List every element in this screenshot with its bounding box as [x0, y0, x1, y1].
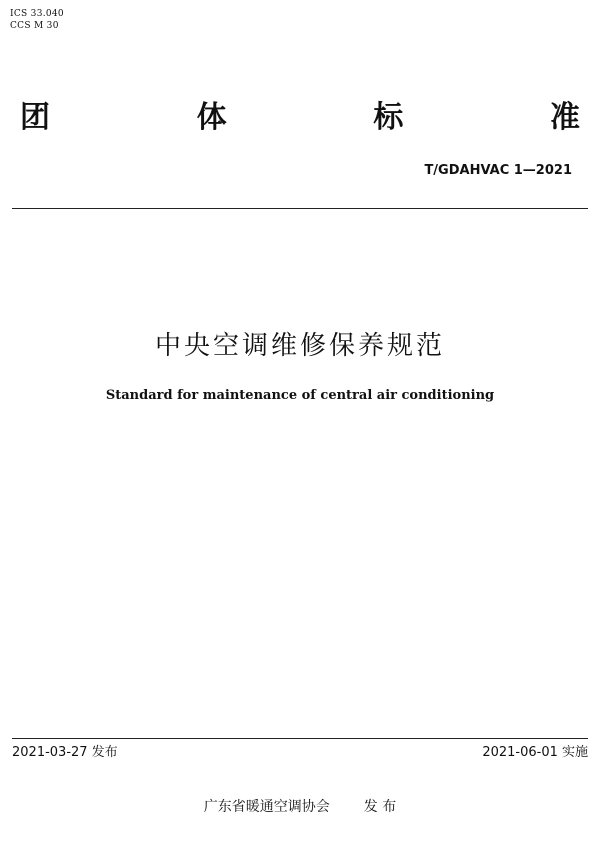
top-divider — [12, 208, 588, 209]
doc-type-char: 标 — [373, 100, 404, 135]
ics-code: ICS 33.040 — [10, 9, 64, 19]
title-english: Standard for maintenance of central air conditioning — [105, 388, 495, 403]
doc-type-char: 团 — [20, 100, 50, 135]
publisher-line — [0, 797, 600, 817]
implementation-date: 2021-06-01 实施 — [482, 745, 588, 760]
doc-type-char: 准 — [549, 100, 580, 135]
bottom-divider — [12, 738, 588, 739]
ccs-code: CCS M 30 — [10, 21, 59, 31]
standard-number: T/GDAHVAC 1—2021 — [424, 163, 572, 178]
classification-codes — [10, 8, 64, 32]
document-type-heading — [20, 98, 580, 138]
issue-date: 2021-03-27 发布 — [12, 745, 118, 760]
publisher-action: 发 布 — [363, 799, 397, 815]
title-chinese: 中央空调维修保养规范 — [154, 331, 445, 361]
doc-type-char: 体 — [196, 100, 227, 135]
publisher-name: 广东省暖通空调协会 — [203, 799, 330, 815]
